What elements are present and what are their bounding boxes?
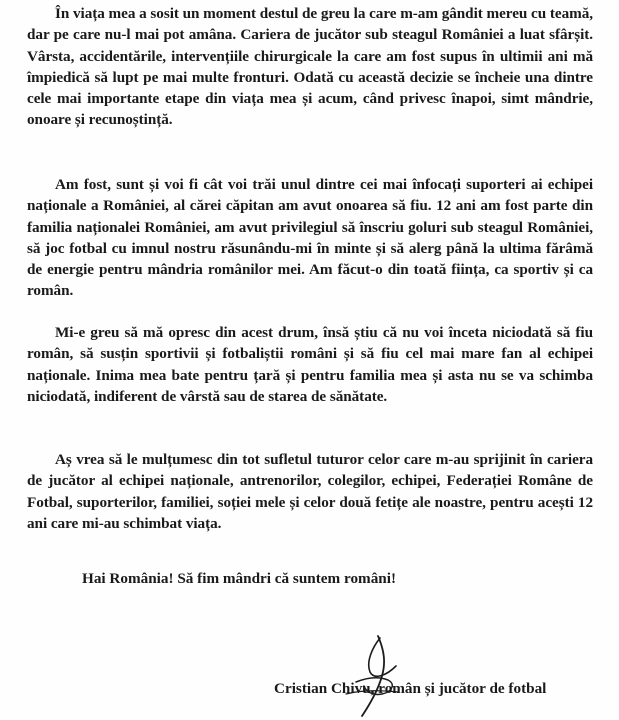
paragraph-3: Mi-e greu să mă opresc din acest drum, însă știu că nu voi înceta niciodată să fiu român, să susțin sportivii și fotbaliștii români și să fiu cel mai mare fan al echipei naționale. Inima mea bate pentru țară și pentru familia mea și asta nu se va schimba niciodată, indiferent de vârstă sau de starea de sănătate.	[27, 324, 593, 405]
paragraph-4: Aș vrea să le mulțumesc din tot sufletul tuturor celor care m-au sprijinit în cariera de jucător al echipei naționale, antrenorilor, colegilor, echipei, Federației Române de Fotbal, suporterilor, familiei, soției mele și celor două fetițe ale noastre, pentru acești 12 ani care mi-au schimbat viața.	[27, 451, 593, 532]
paragraph-2: Am fost, sunt și voi fi cât voi trăi unul dintre cei mai înfocați suporteri ai echipei naționale a României, al cărei căpitan am avut onoarea să fiu. 12 ani am fost parte din familia naționalei României, am avut privilegiul să înscriu goluri sub steagul României, să joc fotbal cu imnul nostru răsunându-mi în minte și să alerg până la ultima fărâmă de energie pentru mândria românilor mei. Am făcut-o din toată ființa, ca sportiv și ca român.	[27, 176, 593, 300]
paragraph-1: În viața mea a sosit un moment destul de greu la care m-am gândit mereu cu teamă, dar pe care nu-l mai pot amâna. Cariera de jucător sub steagul României a luat sfârșit. Vârsta, accidentările, intervențiile chirurgicale la care am fost supus în ultimii ani mă împiedică să lupt pe mai multe fronturi. Odată cu această decizie se încheie una dintre cele mai importante etape din viața mea și acum, când privesc înapoi, simt mândrie, onoare și recunoștință.	[27, 5, 594, 129]
closing-line: Hai România! Să fim mândri că suntem români!	[82, 570, 397, 587]
handwritten-signature	[326, 632, 416, 720]
signoff-line: Cristian Chivu, român și jucător de fotbal	[274, 680, 547, 697]
